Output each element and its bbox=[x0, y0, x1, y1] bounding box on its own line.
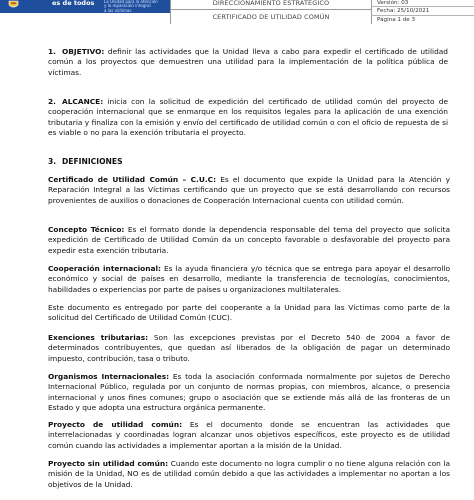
definition-text: Es toda la asociación conformada normalmente por sujetos de Derecho Internacional Público, regulada por un conjunto de normas propias, con miembros, alcance, o presencia internacional y unos fines comunes; grupo o asociación que se extiende más allá de las fronteras de un Estado y que adopta una estructura orgánica permanente. bbox=[48, 372, 450, 413]
definition-term: Concepto Técnico: bbox=[48, 225, 125, 234]
section-label: OBJETIVO: bbox=[62, 47, 105, 56]
definition-item bbox=[48, 372, 450, 414]
definition-item bbox=[48, 459, 450, 490]
definition-text: Cuando este documento no logra cumplir o no tiene alguna relación con la misión de la Unidad, NO es de utilidad común debido a que las actividades a implementar no aportan a los objetivos de la Unidad. bbox=[48, 459, 450, 489]
logo-subtext: La Unidad para la atención y la reparación integral a las víctimas bbox=[104, 0, 158, 13]
definition-item bbox=[48, 175, 450, 206]
definition-term: Proyecto sin utilidad común: bbox=[48, 459, 169, 468]
definition-term: Proyecto de utilidad común: bbox=[48, 420, 183, 429]
section-title-text: DEFINICIONES bbox=[62, 157, 123, 166]
section-number: 3. bbox=[48, 157, 57, 166]
definition-text: Es la ayuda financiera y/o técnica que se entrega para apoyar el desarrollo económico y social de países en desarrollo, mediante la transferencia de tecnologías, conocimientos, habilidades o experiencias por parte de países u organizaciones multilaterales. bbox=[48, 264, 450, 294]
coat-of-arms-icon bbox=[8, 0, 19, 9]
section-label: ALCANCE: bbox=[62, 97, 104, 106]
definition-item bbox=[48, 420, 450, 451]
page-label: Página 1 de 3 bbox=[377, 17, 416, 23]
date-label: Fecha: 25/10/2021 bbox=[371, 7, 474, 16]
section-number: 1. bbox=[48, 47, 56, 56]
definition-item bbox=[48, 333, 450, 364]
definition-item bbox=[48, 264, 450, 295]
definition-term: Organismos Internacionales: bbox=[48, 372, 170, 381]
definition-term: Exenciones tributarias: bbox=[48, 333, 149, 342]
section-text: inicia con la solicitud de expedición del certificado de utilidad común del proyecto de cooperación internacional que se enmarque en los requisitos legales para la aplicación de una exención tributaria y finaliza con la emisión y envío del certificado de utilidad común o con el oficio de repuesta de si es viable o no para la exención tributaria el proyecto. bbox=[48, 97, 448, 138]
definition-term: Cooperación internacional: bbox=[48, 264, 161, 273]
definition-term: Certificado de Utilidad Común – C.U.C: bbox=[48, 175, 217, 184]
header-title-block bbox=[170, 0, 372, 24]
department-title: DIRECCIONAMIENTO ESTRATÉGICO bbox=[171, 0, 371, 10]
document-title: CERTIFICADO DE UTILIDAD COMÚN bbox=[212, 13, 330, 21]
section-text: definir las actividades que la Unidad lleva a cabo para expedir el certificado de utilidad común a los proyectos que demuestren una utilidad para la implementación de la política pública de víctimas. bbox=[48, 47, 448, 77]
institution-logo bbox=[0, 0, 170, 13]
section-number: 2. bbox=[48, 97, 56, 106]
version-label: Versión: 03 bbox=[371, 0, 474, 7]
section-alcance bbox=[48, 97, 448, 139]
definition-text: Es el documento donde se encuentran las actividades que interrelacionadas y coordinadas logran alcanzar unos objetivos específicos, este proyecto es de utilidad común cuando las actividades a implementar aportan a la misión de la Unidad. bbox=[48, 420, 450, 450]
definition-text: Son las excepciones previstas por el Decreto 540 de 2004 a favor de determinados contribuyentes, que quedan así liberados de la obligación de pagar un determinado impuesto, contribución, tasa o tributo. bbox=[48, 333, 450, 363]
header-meta-block bbox=[371, 0, 474, 24]
document-header bbox=[0, 0, 474, 24]
definition-text: Es el documento que expide la Unidad para la Atención y Reparación Integral a las Víctimas certificando que un proyecto que se está desarrollando con recursos provenientes de auxilios o donaciones de Cooperación Internacional cuenta con utilidad común. bbox=[48, 175, 451, 205]
section-definiciones-title bbox=[48, 157, 123, 166]
logo-text: es de todos bbox=[52, 0, 95, 7]
definition-text: Este documento es entregado por parte del cooperante a la Unidad para las Víctimas como parte de la solicitud del Certificado de Utilidad Común (CUC). bbox=[48, 303, 450, 323]
section-objetivo bbox=[48, 47, 448, 78]
definition-text: Es el formato donde la dependencia responsable del tema del proyecto que solicita expedición de Certificado de Utilidad Común da un concepto favorable o desfavorable del proyecto para expedir esta exención tributaria. bbox=[48, 225, 450, 255]
definition-note bbox=[48, 303, 450, 324]
definition-item bbox=[48, 225, 450, 256]
